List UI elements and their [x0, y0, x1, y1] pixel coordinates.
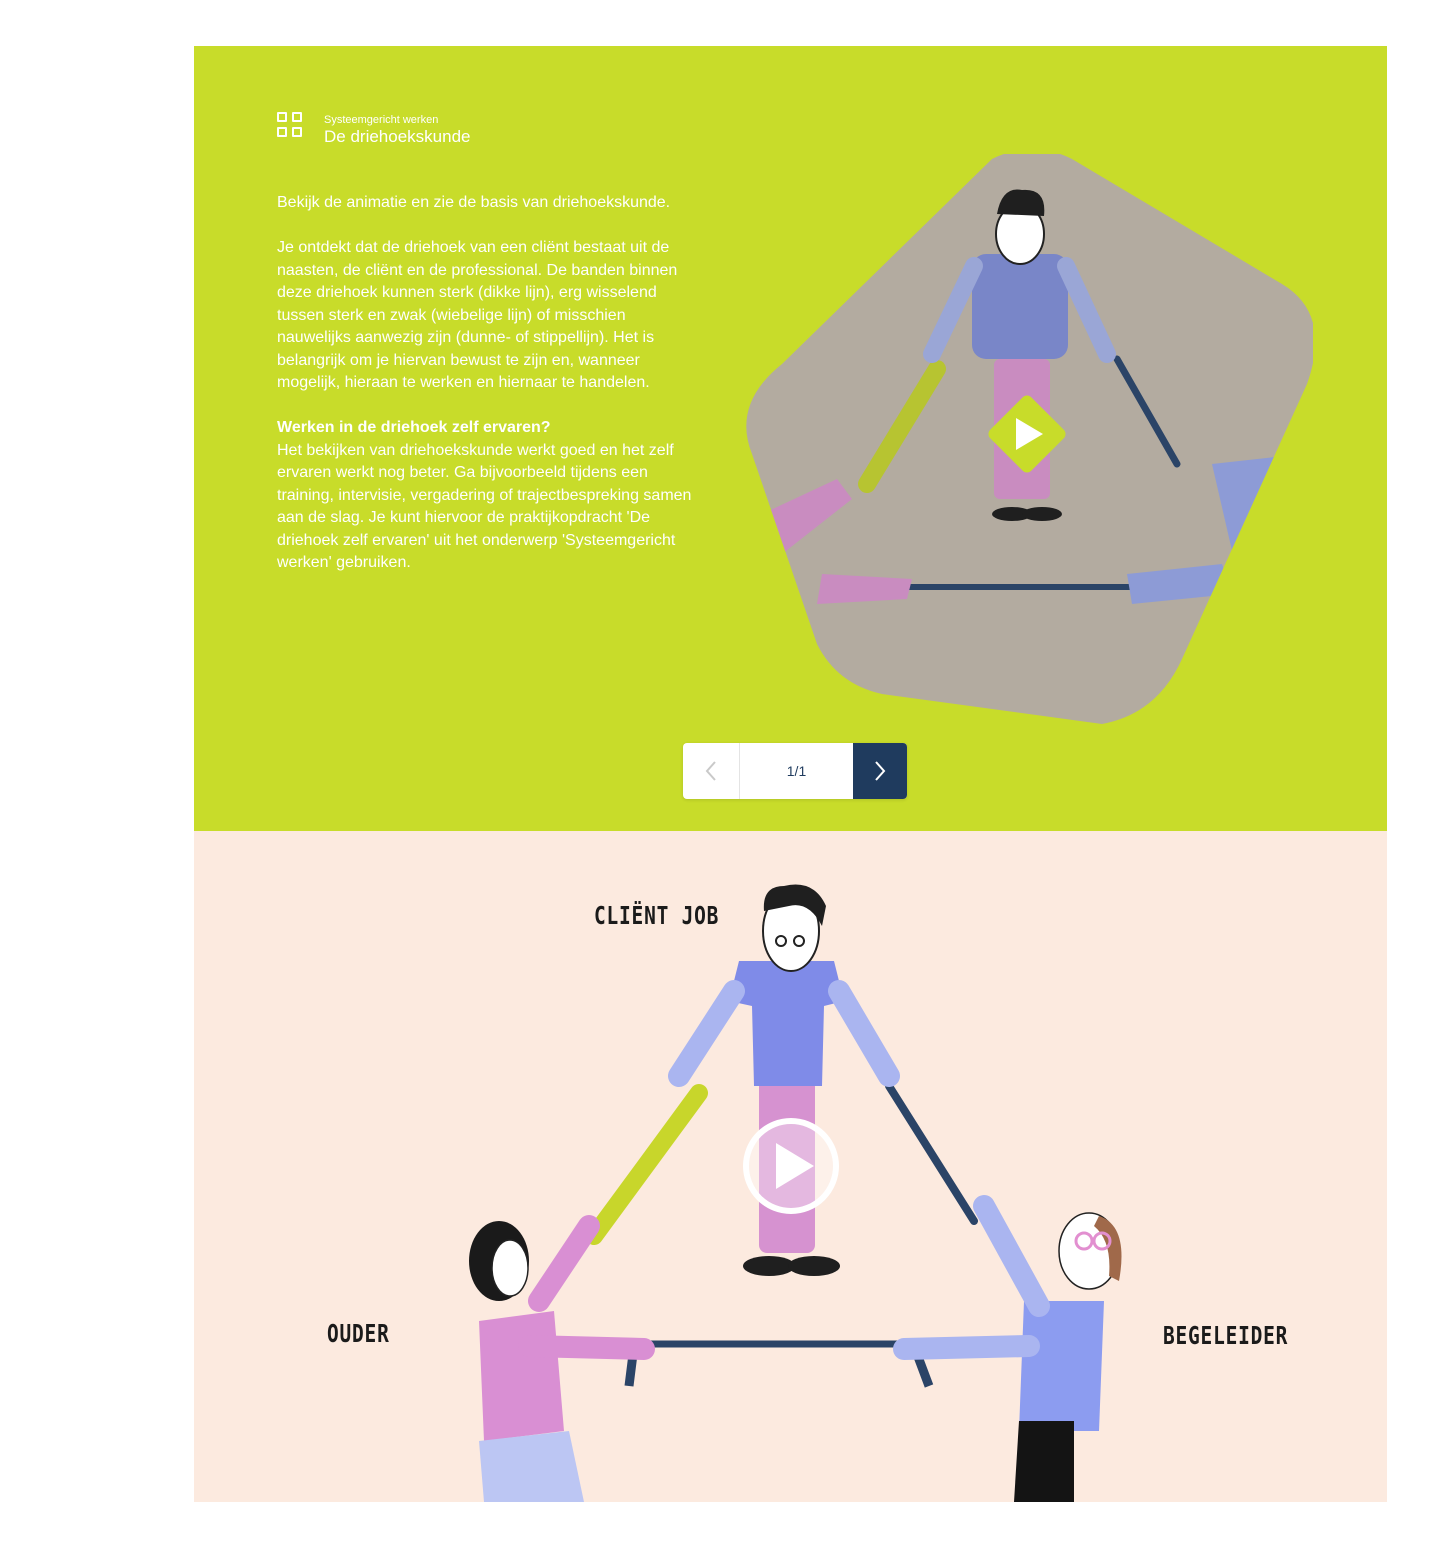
chevron-right-icon: [873, 760, 887, 782]
intro-paragraph-2: Je ontdekt dat de driehoek van een cliënt bestaat uit de naasten, de cliënt en de professional. De banden binnen deze driehoek kunnen sterk (dikke lijn), erg wisselend tussen sterk en zwak (wiebelige lijn) of misschien nauwelijks aanwezig zijn (dunne- of stippellijn). Het is belangrijk om je hiervan bewust te zijn en, wanneer mogelijk, hieraan te werken en hiernaar te handelen.: [277, 239, 678, 391]
previous-button[interactable]: [683, 743, 740, 799]
illustration-panel: [194, 831, 1387, 1502]
brand-subtitle: Systeemgericht werken: [324, 114, 439, 126]
next-button[interactable]: [853, 743, 907, 799]
pagination: [683, 743, 907, 799]
video-thumbnail[interactable]: [742, 154, 1313, 725]
intro-paragraph-1: Bekijk de animatie en zie de basis van driehoekskunde.: [277, 194, 671, 211]
triangle-illustration: [194, 831, 1387, 1502]
brand: [277, 112, 470, 147]
label-parent: OUDER: [327, 1319, 390, 1348]
section-heading: Werken in de driehoek zelf ervaren?: [277, 419, 551, 436]
label-client: CLIËNT JOB: [594, 901, 720, 930]
intro-panel: [194, 46, 1387, 831]
label-supervisor: BEGELEIDER: [1163, 1321, 1289, 1350]
brand-title: De driehoekskunde: [324, 127, 471, 146]
grid-icon: [277, 112, 307, 142]
video-illustration: [742, 154, 1313, 725]
play-button-icon: [746, 1121, 836, 1211]
intro-paragraph-3: Het bekijken van driehoekskunde werkt goed en het zelf ervaren werkt nog beter. Ga bijvoorbeeld tijdens een training, intervisie, vergadering of trajectbespreking samen aan de slag. Je kunt hiervoor de praktijkopdracht 'De driehoek zelf ervaren' uit het onderwerp 'Systeemgericht werken' gebruiken.: [277, 441, 692, 571]
intro-text: [277, 192, 702, 597]
page-counter: 1/1: [786, 763, 807, 779]
chevron-left-icon: [704, 760, 718, 782]
